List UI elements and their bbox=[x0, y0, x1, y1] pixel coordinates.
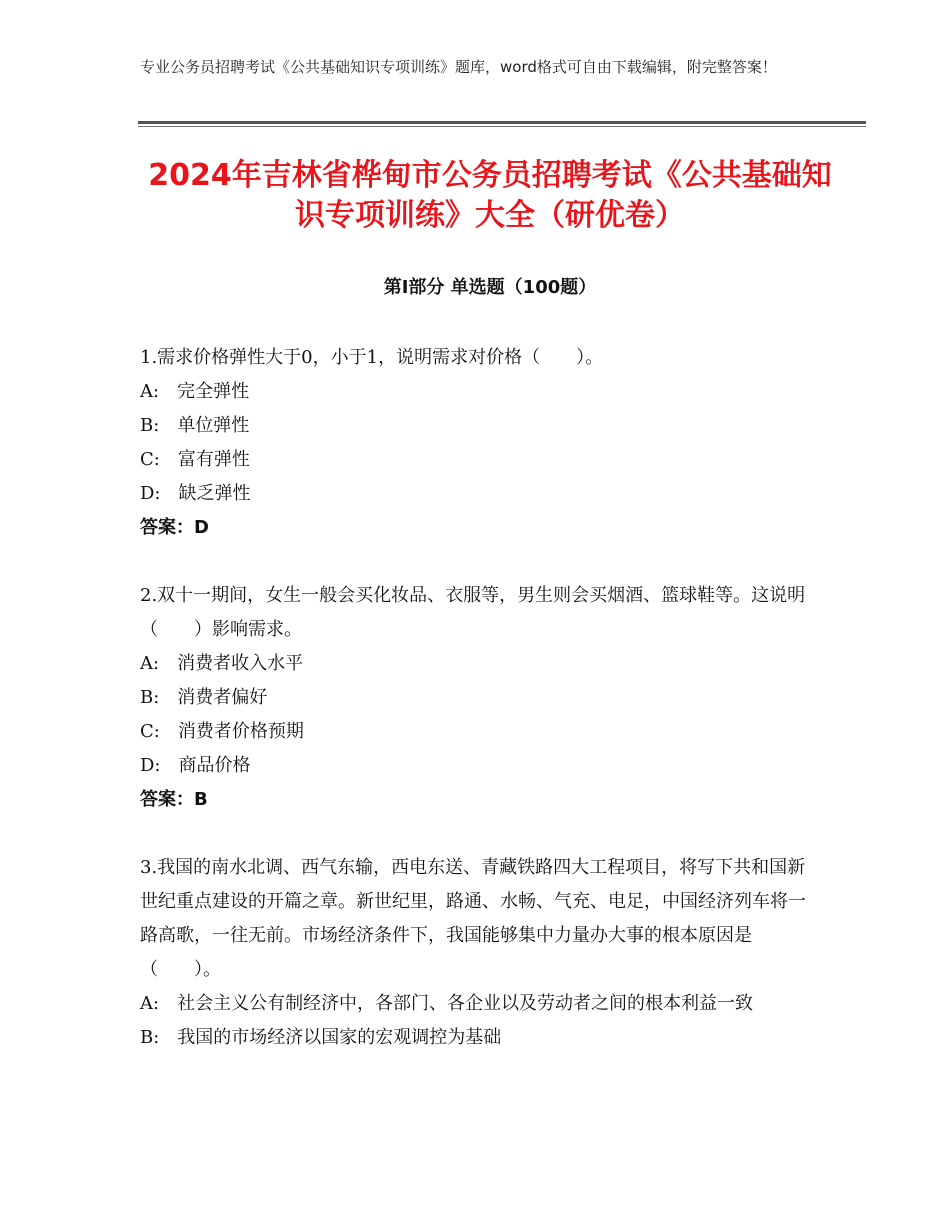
question-stem: 1.需求价格弹性大于0，小于1，说明需求对价格（ ）。 bbox=[140, 347, 604, 368]
header-note: 专业公务员招聘考试《公共基础知识专项训练》题库，word格式可自由下载编辑，附完整答案！ bbox=[140, 58, 777, 76]
answer: 答案：B bbox=[140, 789, 208, 810]
option-b: B: 单位弹性 bbox=[140, 415, 250, 436]
option-a: A: 社会主义公有制经济中，各部门、各企业以及劳动者之间的根本利益一致 bbox=[140, 993, 754, 1014]
option-c: C: 富有弹性 bbox=[140, 449, 250, 470]
question-stem: 2.双十一期间，女生一般会买化妆品、衣服等，男生则会买烟酒、篮球鞋等。这说明（ ）影响需求。 bbox=[140, 585, 806, 640]
section-title: 第Ⅰ部分 单选题（100题） bbox=[383, 277, 597, 298]
question-3 bbox=[140, 851, 806, 1055]
question-spacer bbox=[140, 545, 806, 579]
header-rule-thin bbox=[138, 126, 866, 127]
answer: 答案：D bbox=[140, 517, 209, 538]
document-title: 2024年吉林省桦甸市公务员招聘考试《公共基础知识专项训练》大全（研优卷） bbox=[148, 158, 832, 233]
option-d: D: 缺乏弹性 bbox=[140, 483, 251, 504]
question-stem: 3.我国的南水北调、西气东输，西电东送、青藏铁路四大工程项目，将写下共和国新世纪重点建设的开篇之章。新世纪里，路通、水畅、气充、电足，中国经济列车将一路高歌，一往无前。市场经济条件下，我国能够集中力量办大事的根本原因是（ ）。 bbox=[140, 857, 806, 980]
question-spacer bbox=[140, 817, 806, 851]
header-rule-thick bbox=[138, 121, 866, 124]
question-1 bbox=[140, 341, 806, 545]
question-2 bbox=[140, 579, 806, 817]
option-d: D: 商品价格 bbox=[140, 755, 251, 776]
option-b: B: 我国的市场经济以国家的宏观调控为基础 bbox=[140, 1027, 502, 1048]
option-c: C: 消费者价格预期 bbox=[140, 721, 304, 742]
option-a: A: 完全弹性 bbox=[140, 381, 250, 402]
option-a: A: 消费者收入水平 bbox=[140, 653, 304, 674]
option-b: B: 消费者偏好 bbox=[140, 687, 268, 708]
question-list bbox=[140, 341, 806, 1055]
